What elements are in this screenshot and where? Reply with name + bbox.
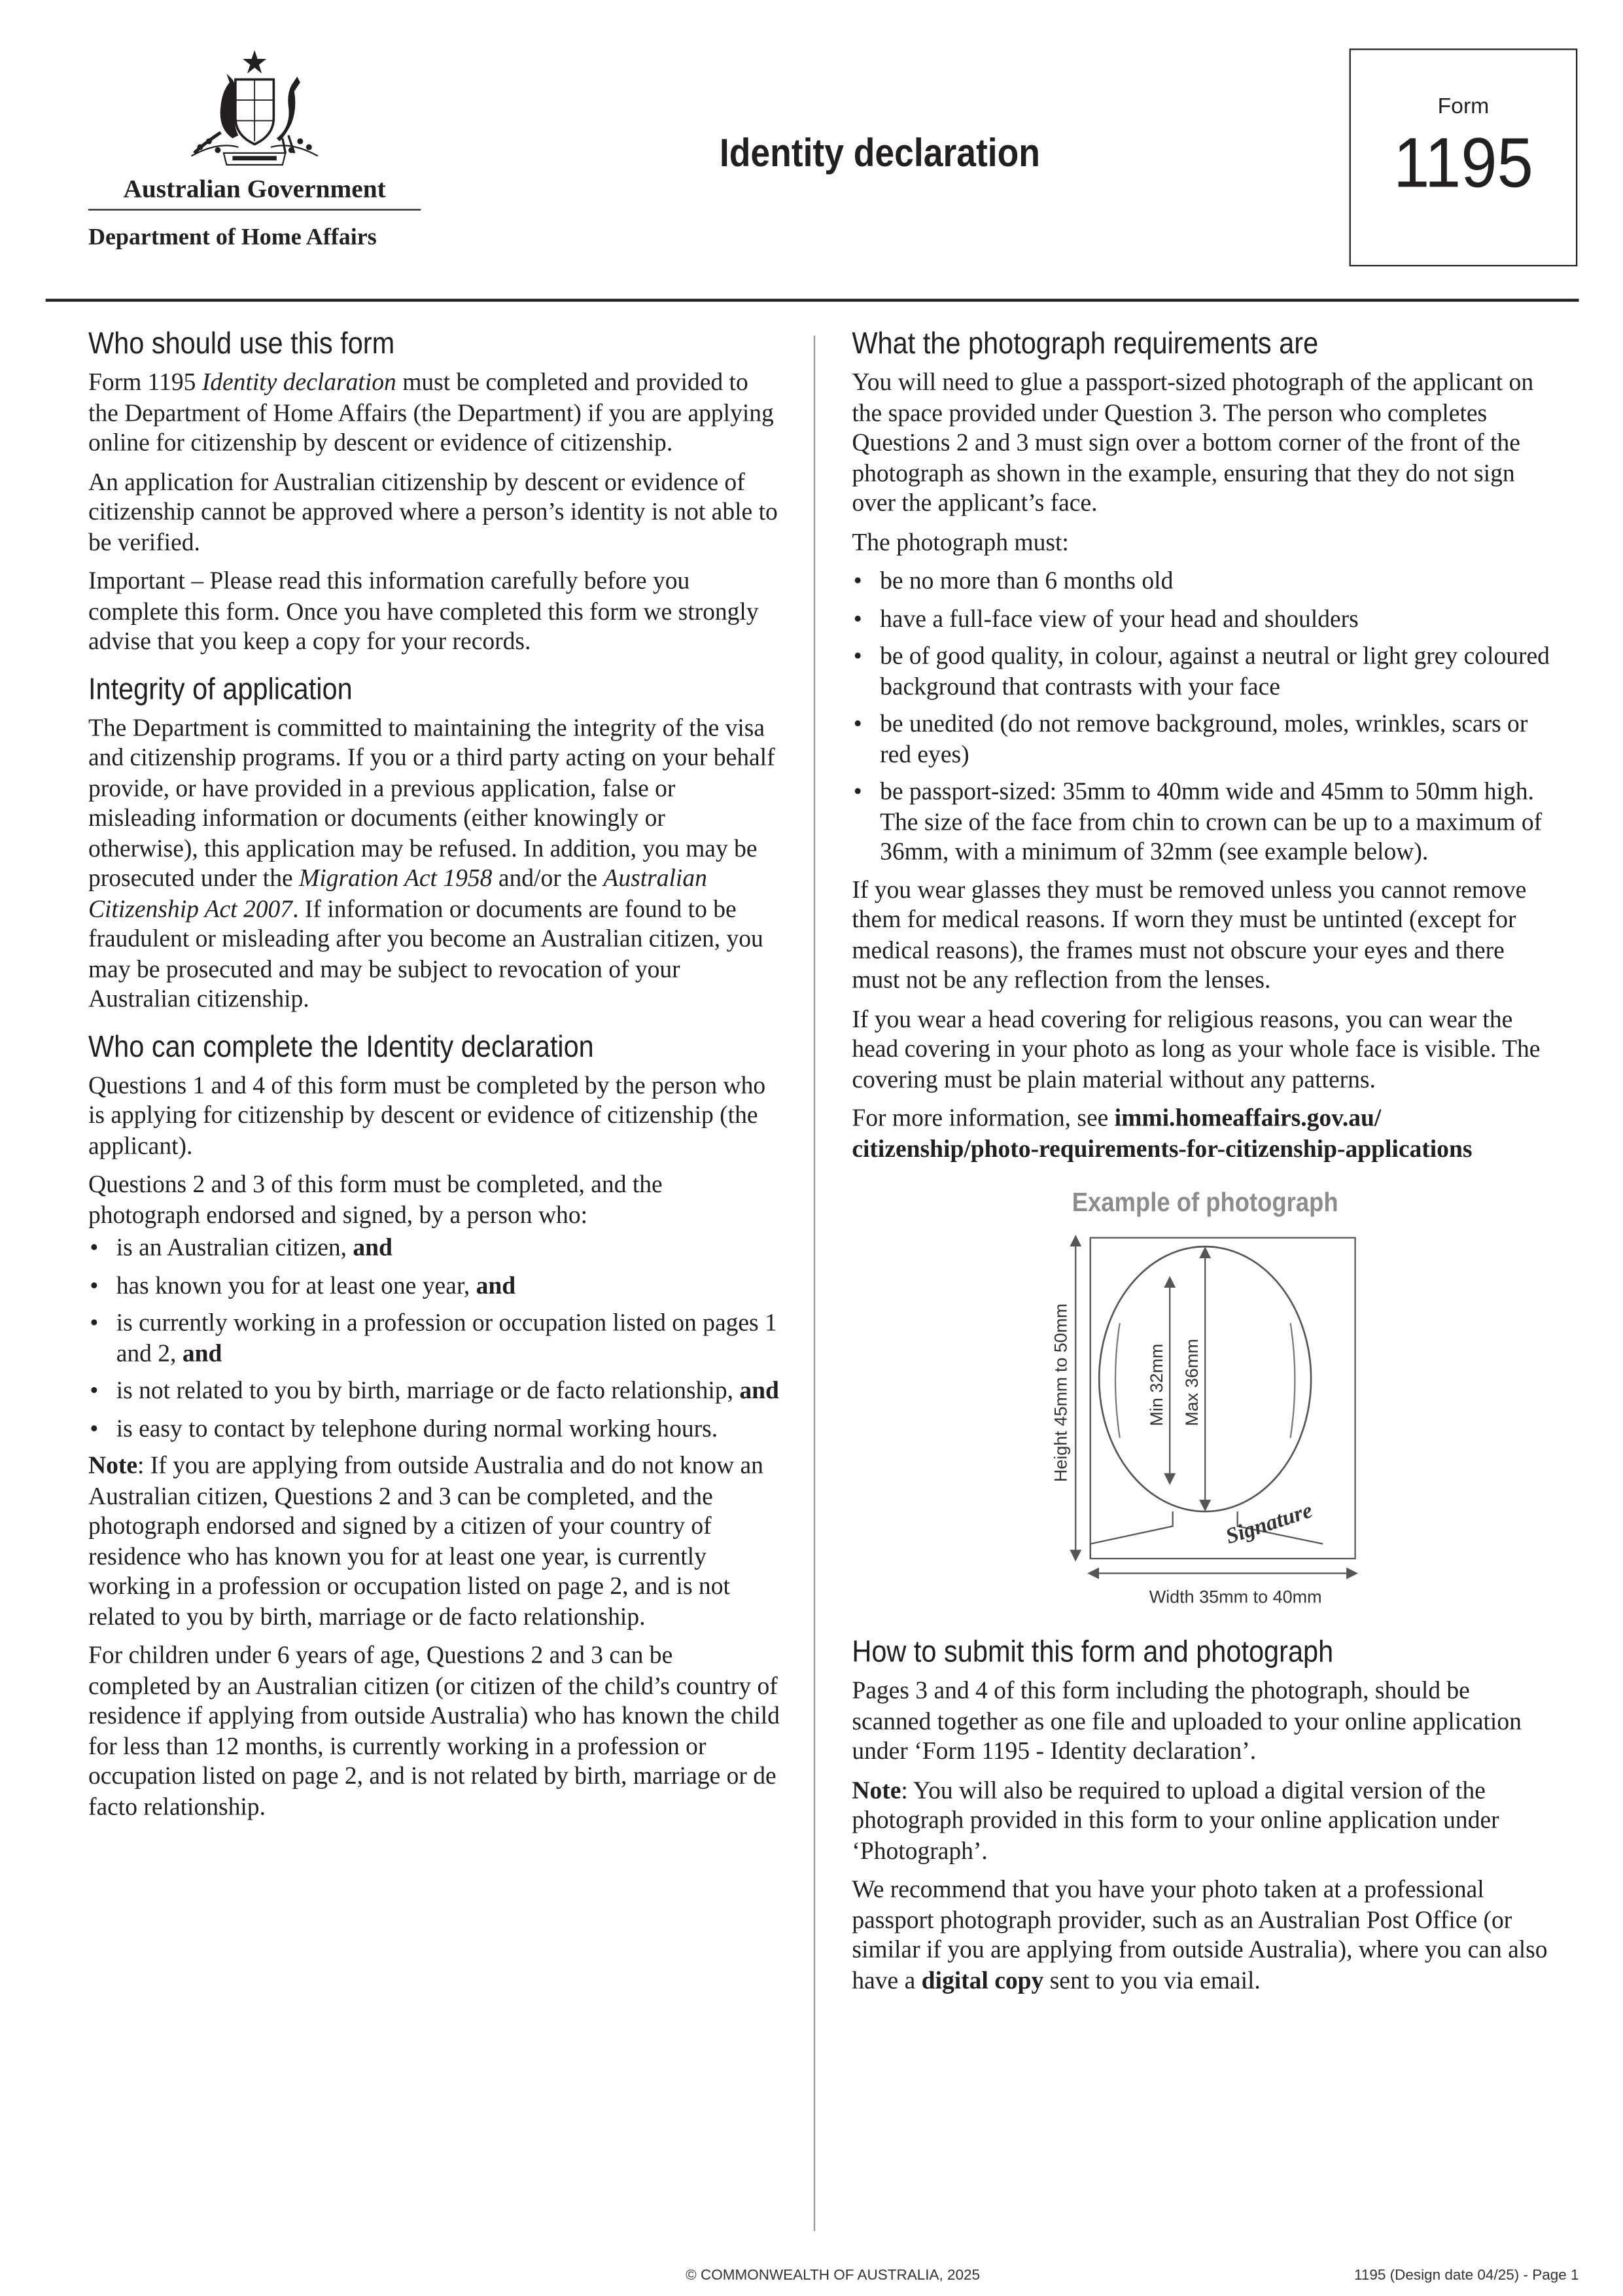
text: sent to you via email. xyxy=(1043,1965,1261,1994)
note-label: Note xyxy=(852,1775,901,1804)
list-item: • be no more than 6 months old xyxy=(852,567,1550,597)
photo-example-figure xyxy=(852,1188,1550,1614)
paragraph xyxy=(852,1104,1550,1164)
digital-copy-bold: digital copy xyxy=(921,1965,1044,1994)
paragraph xyxy=(88,713,780,1015)
left-column xyxy=(88,327,780,1837)
text: Form 1195 xyxy=(88,368,202,397)
list-item xyxy=(88,1376,780,1406)
list-item xyxy=(88,1413,780,1443)
section-integrity xyxy=(88,672,780,1015)
and-bold: and xyxy=(353,1233,393,1262)
list-item: • have a full-face view of your head and shoulders xyxy=(852,604,1550,634)
note-label: Note xyxy=(88,1451,137,1479)
form-name-italic: Identity declaration xyxy=(201,368,396,397)
signature-label: Signature xyxy=(1223,1498,1316,1549)
width-label: Width 35mm to 40mm xyxy=(1149,1587,1322,1607)
and-bold: and xyxy=(182,1338,222,1367)
text: : If you are applying from outside Australia and do not know an Australian citizen, Questions 2 and 3 can be completed, and the photograph endorsed and signed by a citizen of your country of residence who has known you for at least one year, is currently working in a profession or occupation listed on page 2, and is not related to you by birth, marriage or de facto relationship. xyxy=(88,1451,763,1631)
footer-copyright: © COMMONWEALTH OF AUSTRALIA, 2025 xyxy=(686,2268,981,2284)
section-photo-requirements xyxy=(852,327,1550,1164)
department-name: Department of Home Affairs xyxy=(88,225,377,251)
act-name-italic: Australian Citizenship Act 2007 xyxy=(88,864,707,923)
paragraph: If you wear a head covering for religious reasons, you can wear the head covering in your photo as long as your whole face is visible. The covering must be plain material without any patterns. xyxy=(852,1004,1541,1093)
text: and/or the xyxy=(492,864,604,892)
paragraph: The photograph must: xyxy=(852,527,1069,556)
list-item xyxy=(88,1233,780,1263)
text: The Department is committed to maintaining the integrity of the visa and citizenship programs. If you or a third party acting on your behalf provide, or have provided in a previous application, false or misleading information or documents (either knowingly or otherwise), this application may be refused. In addition, you may be prosecuted under the xyxy=(88,713,775,892)
text: is easy to contact by telephone during normal working hours. xyxy=(116,1413,718,1442)
section-heading: What the photograph requirements are xyxy=(852,327,1319,361)
footer-reference: 1195 (Design date 04/25) - Page 1 xyxy=(1354,2268,1579,2284)
text: is an Australian citizen, xyxy=(116,1233,353,1262)
coat-of-arms-logo xyxy=(173,47,335,173)
paragraph: An application for Australian citizenship by descent or evidence of citizenship cannot be approved where a person’s identity is not able to be verified. xyxy=(88,467,778,556)
right-column xyxy=(852,327,1550,2010)
paragraph xyxy=(852,1875,1550,1996)
column-divider xyxy=(814,336,815,2231)
section-who-should-use xyxy=(88,327,780,657)
paragraph xyxy=(88,1451,780,1633)
list-item: • be passport-sized: 35mm to 40mm wide and 45mm to 50mm high. The size of the face from chin to crown can be up to a maximum of 36mm, with a minimum of 32mm (see example below). xyxy=(852,777,1550,868)
header-divider xyxy=(46,299,1579,302)
photo-requirements-link[interactable]: immi.homeaffairs.gov.au/ citizenship/photo-requirements-for-citizenship-applications xyxy=(852,1103,1473,1162)
form-number: 1195 xyxy=(1393,125,1533,203)
max-label: Max 36mm xyxy=(1181,1339,1202,1426)
photo-example-diagram xyxy=(1028,1232,1367,1612)
section-how-to-submit xyxy=(852,1635,1550,1996)
min-label: Min 32mm xyxy=(1146,1343,1166,1426)
list-item: • be unedited (do not remove background, moles, wrinkles, scars or red eyes) xyxy=(852,709,1550,769)
form-title: Identity declaration xyxy=(719,131,1040,175)
paragraph: You will need to glue a passport-sized photograph of the applicant on the space provided under Question 3. The person who completes Questions 2 and 3 must sign over a bottom corner of the front of the photograph as shown in the example, ensuring that they do not sign over the applicant’s face. xyxy=(852,368,1534,517)
section-heading: Who should use this form xyxy=(88,327,395,361)
list-item: • be of good quality, in colour, against a neutral or light grey coloured background that contrasts with your face xyxy=(852,642,1550,702)
form-label: Form xyxy=(1437,94,1490,120)
text: . If information or documents are found to be fraudulent or misleading after you become an Australian citizen, you may be prosecuted and may be subject to revocation of your Australian citizenship. xyxy=(88,894,763,1013)
section-heading: How to submit this form and photograph xyxy=(852,1634,1334,1669)
text: must be completed and provided to the Department of Home Affairs (the Department) if you are applying online for citizenship by descent or evidence of citizenship. xyxy=(88,368,774,457)
section-heading: Who can complete the Identity declaration xyxy=(88,1029,594,1064)
paragraph xyxy=(88,368,780,458)
and-bold: and xyxy=(739,1376,779,1404)
bullet-list xyxy=(852,567,1550,868)
text: For more information, see xyxy=(852,1103,1115,1132)
government-name: Australian Government xyxy=(123,173,386,203)
and-bold: and xyxy=(476,1271,516,1299)
text: has known you for at least one year, xyxy=(116,1271,476,1299)
act-name-italic: Migration Act 1958 xyxy=(299,864,493,892)
government-name-rule xyxy=(88,209,421,210)
paragraph: For children under 6 years of age, Questions 2 and 3 can be completed by an Australian citizen (or citizen of the child’s country of residence if applying from outside Australia) who has known the child for less than 12 months, is currently working in a profession or occupation listed on page 2, and is not related by birth, marriage or de facto relationship. xyxy=(88,1640,780,1820)
photo-example-title: Example of photograph xyxy=(1072,1188,1338,1218)
paragraph xyxy=(852,1776,1550,1866)
section-who-can-complete xyxy=(88,1029,780,1822)
text: : You will also be required to upload a digital version of the photograph provided in this form to your online application under ‘Photograph’. xyxy=(852,1775,1499,1864)
paragraph: Questions 2 and 3 of this form must be completed, and the photograph endorsed and signed, by a person who: xyxy=(88,1170,663,1229)
section-heading: Integrity of application xyxy=(88,671,353,706)
paragraph: If you wear glasses they must be removed unless you cannot remove them for medical reasons. If worn they must be untinted (except for medical reasons), the frames must not obscure your eyes and there must not be any reflection from the lenses. xyxy=(852,875,1527,994)
list-item xyxy=(88,1271,780,1301)
paragraph: Pages 3 and 4 of this form including the photograph, should be scanned together as one file and uploaded to your online application under ‘Form 1195 - Identity declaration’. xyxy=(852,1676,1522,1765)
paragraph: Important – Please read this information carefully before you complete this form. Once you have completed this form we strongly advise that you keep a copy for your records. xyxy=(88,566,759,655)
paragraph: Questions 1 and 4 of this form must be completed by the person who is applying for citizenship by descent or evidence of citizenship (the applicant). xyxy=(88,1070,766,1159)
list-item xyxy=(88,1309,780,1369)
text: is currently working in a profession or occupation listed on pages 1 and 2, xyxy=(116,1308,777,1367)
text: is not related to you by birth, marriage or de facto relationship, xyxy=(116,1376,740,1404)
bullet-list xyxy=(88,1233,780,1444)
text: We recommend that you have your photo taken at a professional passport photograph provider, such as an Australian Post Office (or similar if you are applying from outside Australia), where you can also have a xyxy=(852,1875,1548,1994)
height-label: Height 45mm to 50mm xyxy=(1051,1303,1071,1483)
